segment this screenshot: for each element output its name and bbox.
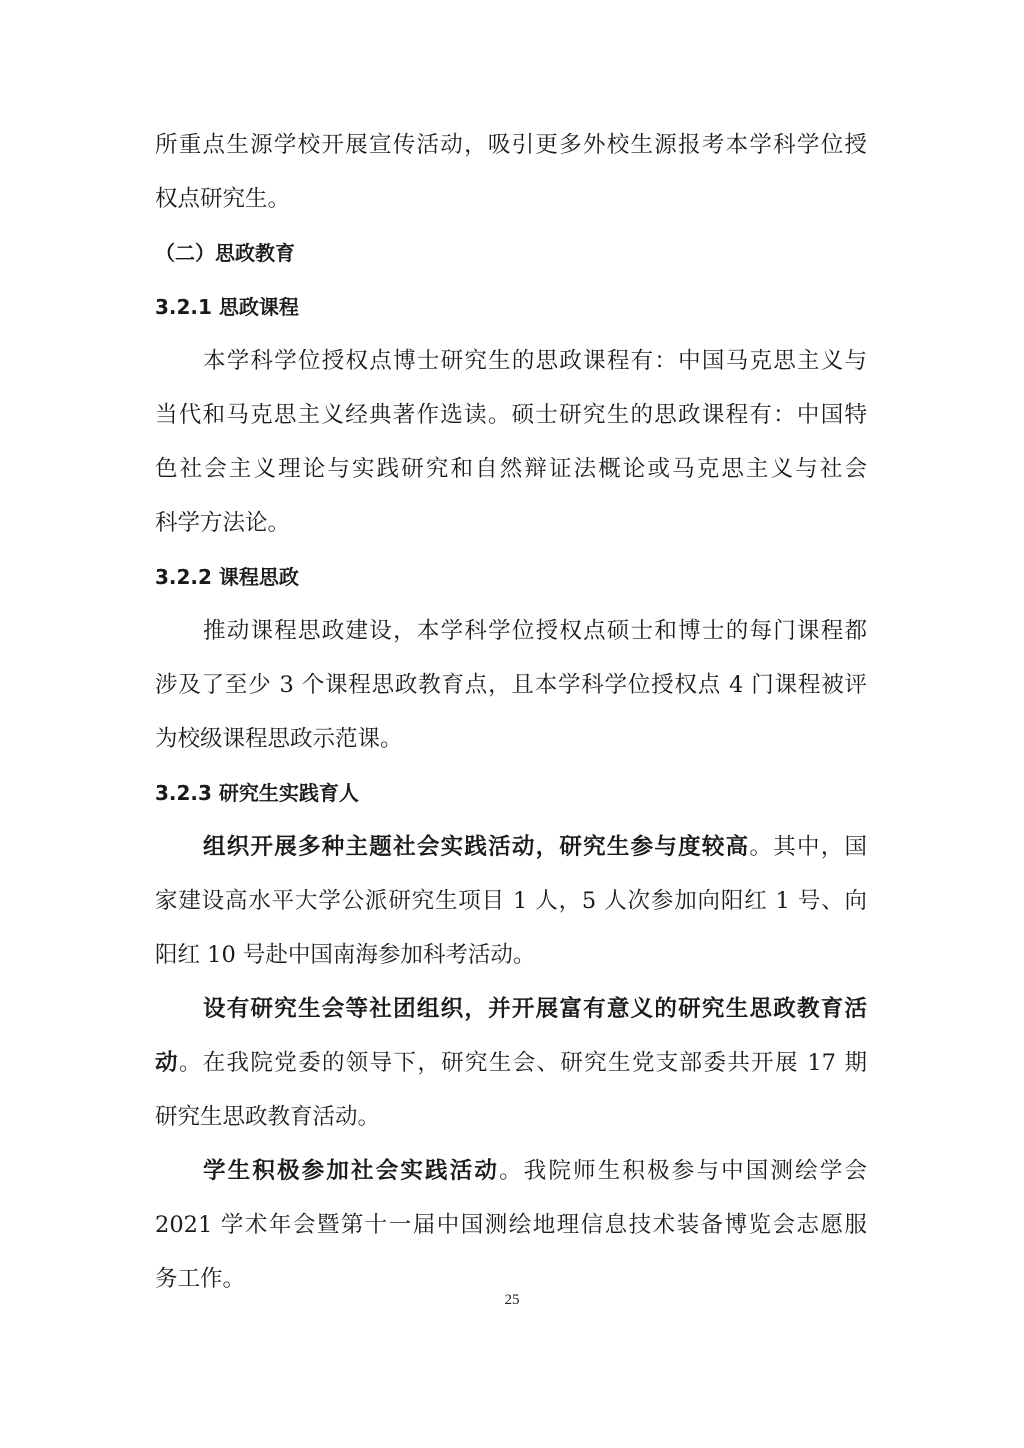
- paragraph-line: [155, 1036, 867, 1090]
- bold-phrase: 学生积极参加社会实践活动: [203, 1158, 500, 1184]
- paragraph-line: 科学方法论。: [155, 510, 291, 536]
- subsection-heading: 3.2.1 思政课程: [155, 295, 299, 319]
- paragraph-line: 家建设高水平大学公派研究生项目 1 人，5 人次参加向阳红 1 号、向: [155, 888, 867, 914]
- paragraph-line: 设有研究生会等社团组织，并开展富有意义的研究生思政教育活: [203, 996, 867, 1022]
- bold-phrase: 动: [155, 1050, 179, 1076]
- subsection-heading: 3.2.3 研究生实践育人: [155, 781, 359, 805]
- text-run: 。在我院党委的领导下，研究生会、研究生党支部委共开展 17 期: [178, 1050, 867, 1076]
- paragraph-line: 所重点生源学校开展宣传活动，吸引更多外校生源报考本学科学位授: [155, 132, 867, 158]
- text-run: 。我院师生积极参与中国测绘学会: [499, 1158, 867, 1184]
- paragraph-line: 推动课程思政建设，本学科学位授权点硕士和博士的每门课程都: [203, 618, 867, 644]
- paragraph-line: 权点研究生。: [155, 186, 291, 212]
- paragraph-line: 务工作。: [155, 1266, 246, 1292]
- paragraph-line: 当代和马克思主义经典著作选读。硕士研究生的思政课程有：中国特: [155, 402, 867, 428]
- paragraph-line: 阳红 10 号赴中国南海参加科考活动。: [155, 942, 536, 968]
- paragraph-line: 涉及了至少 3 个课程思政教育点，且本学科学位授权点 4 门课程被评: [155, 672, 867, 698]
- document-body: [155, 118, 867, 1306]
- page-number: 25: [504, 1292, 520, 1308]
- paragraph-line: [155, 820, 867, 874]
- text-run: 。其中，国: [749, 834, 867, 860]
- section-title: （二）思政教育: [155, 241, 295, 265]
- paragraph-line: 为校级课程思政示范课。: [155, 726, 403, 752]
- paragraph-line: 本学科学位授权点博士研究生的思政课程有：中国马克思主义与: [203, 348, 867, 374]
- paragraph-line: 2021 学术年会暨第十一届中国测绘地理信息技术装备博览会志愿服: [155, 1212, 867, 1238]
- bold-phrase: 组织开展多种主题社会实践活动，研究生参与度较高: [203, 834, 750, 860]
- paragraph-line: 色社会主义理论与实践研究和自然辩证法概论或马克思主义与社会: [155, 456, 867, 482]
- subsection-heading: 3.2.2 课程思政: [155, 565, 299, 589]
- paragraph-line: 研究生思政教育活动。: [155, 1104, 381, 1130]
- paragraph-line: [155, 1144, 867, 1198]
